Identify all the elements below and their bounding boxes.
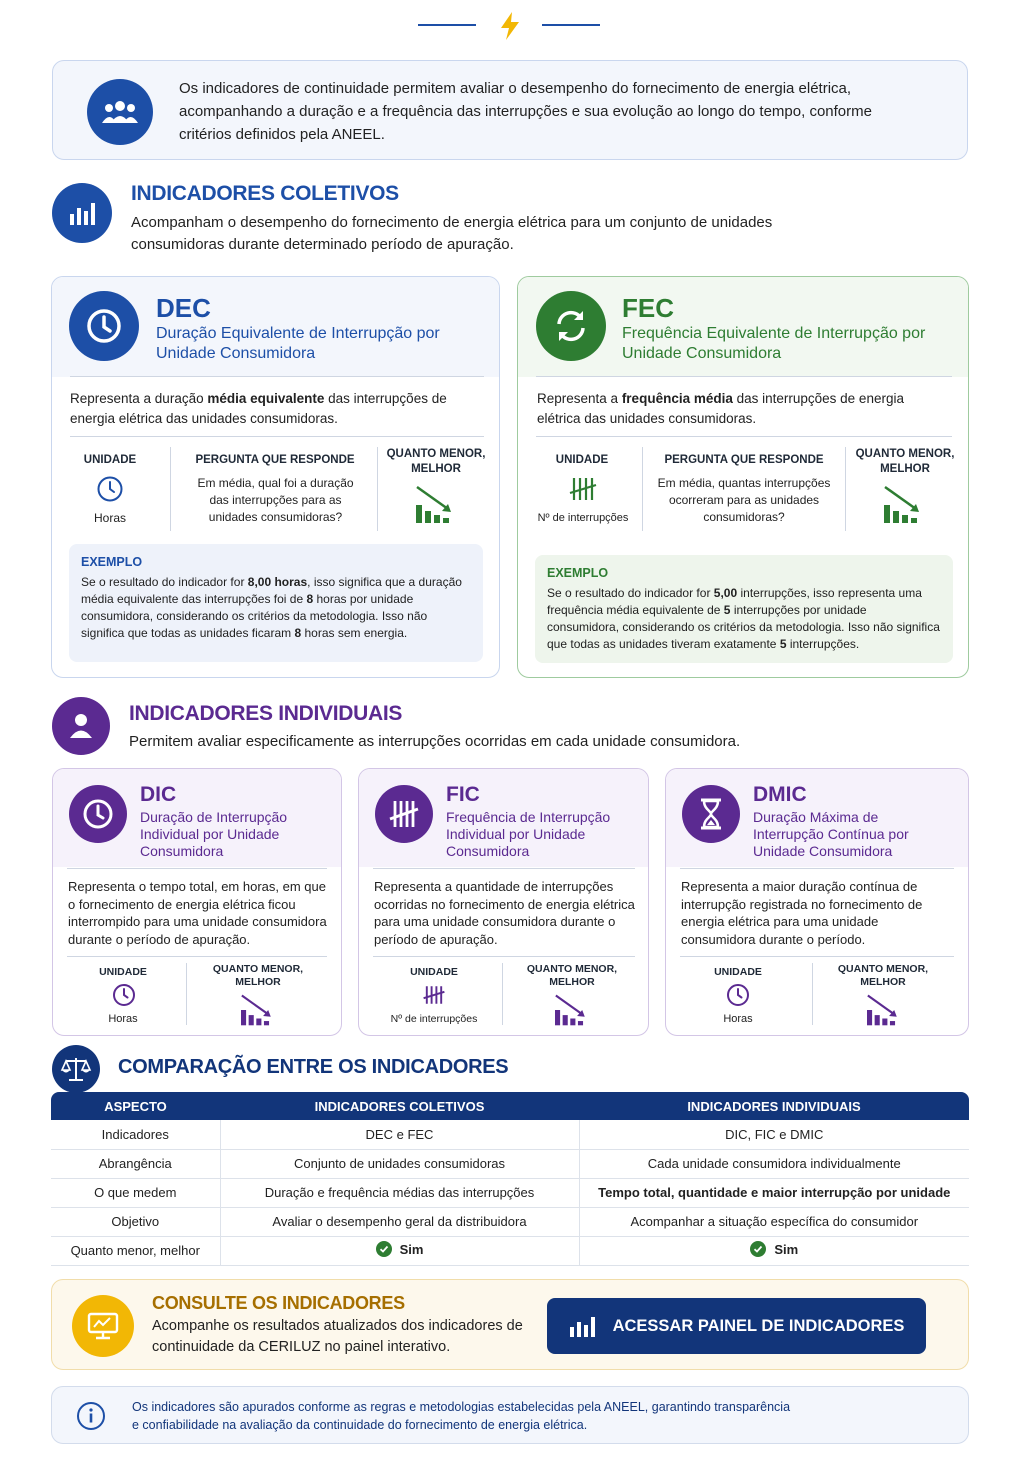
hourglass-icon (682, 785, 740, 843)
table-cell: Acompanhar a situação específica do consumidor (579, 1207, 969, 1236)
table-cell: DEC e FEC (220, 1120, 579, 1149)
access-panel-button-label: ACESSAR PAINEL DE INDICADORES (612, 1316, 905, 1335)
coletivos-title: INDICADORES COLETIVOS (131, 182, 399, 205)
tally-icon (568, 475, 598, 503)
table-cell: Indicadores (51, 1120, 220, 1149)
person-icon (52, 697, 110, 755)
tally-icon (375, 785, 433, 843)
header-decoration (418, 16, 602, 36)
dic-unit-head: UNIDADE (99, 966, 147, 978)
dic-unit-value: Horas (108, 1013, 138, 1025)
table-cell: Tempo total, quantidade e maior interrupção por unidade (579, 1178, 969, 1207)
fic-unit-value: Nº de interrupções (390, 1013, 478, 1025)
table-cell: Quanto menor, melhor (51, 1236, 220, 1265)
dmic-unit-head: UNIDADE (714, 966, 762, 978)
decreasing-chart-icon (553, 993, 591, 1027)
footer-text: Os indicadores são apurados conforme as regras e metodologias estabelecidas pela ANEEL, garantindo transparência e confiabilidade na avaliação da continuidade do fornecimento de energia elétrica. (132, 1400, 791, 1432)
bar-chart-icon (569, 1314, 595, 1338)
decreasing-chart-icon (882, 483, 926, 525)
table-cell: Sim (579, 1236, 969, 1265)
scale-icon (52, 1045, 100, 1093)
decreasing-chart-icon (239, 993, 277, 1027)
clock-icon (96, 475, 124, 503)
table-cell: Avaliar o desempenho geral da distribuidora (220, 1207, 579, 1236)
comparacao-title: COMPARAÇÃO ENTRE OS INDICADORES (118, 1056, 509, 1078)
table-cell: DIC, FIC e DMIC (579, 1120, 969, 1149)
fec-name: Frequência Equivalente de Interrupção por Unidade Consumidora (622, 325, 926, 362)
consulte-card (51, 1279, 969, 1370)
footer-note (51, 1386, 969, 1444)
table-row (51, 1207, 969, 1236)
table-cell: O que medem (51, 1178, 220, 1207)
bar-chart-icon (52, 183, 112, 243)
dec-desc: Representa a duração média equivalente das interrupções de energia elétrica das unidades consumidoras. (70, 391, 447, 426)
table-cell: Cada unidade consumidora individualmente (579, 1149, 969, 1178)
dec-question-head: PERGUNTA QUE RESPONDE (195, 454, 355, 466)
individuais-desc: Permitem avaliar especificamente as interrupções ocorridas em cada unidade consumidora. (129, 733, 741, 750)
table-row (51, 1178, 969, 1207)
coletivos-desc: Acompanham o desempenho do fornecimento de energia elétrica para um conjunto de unidades consumidoras durante determinado período de apuração. (131, 214, 773, 253)
dic-desc: Representa o tempo total, em horas, em que o fornecimento de energia elétrica ficou interrompido para uma unidade consumidora durante o período de apuração. (68, 879, 327, 947)
table-cell: Sim (220, 1236, 579, 1265)
dmic-card (665, 768, 969, 1036)
dmic-desc: Representa a maior duração contínua de interrupção registrada no fornecimento de energia elétrica para uma unidade consumidora durante o período. (681, 879, 923, 947)
table-row (51, 1236, 969, 1265)
dec-unit-head: UNIDADE (83, 454, 137, 466)
dmic-unit-value: Horas (723, 1013, 753, 1025)
dec-better-head: QUANTO MENOR, MELHOR (386, 448, 486, 475)
decreasing-chart-icon (414, 483, 458, 525)
intro-card (52, 60, 968, 160)
lightning-icon (498, 11, 522, 41)
access-panel-button[interactable] (547, 1298, 926, 1354)
dmic-better-head: QUANTO MENOR, MELHOR (837, 963, 929, 988)
dic-name: Duração de Interrupção Individual por Unidade Consumidora (140, 809, 288, 859)
dec-card (51, 276, 500, 678)
dec-question: Em média, qual foi a duração das interrupções para as unidades consumidoras? (197, 476, 354, 524)
table-cell: Abrangência (51, 1149, 220, 1178)
fec-unit-value: Nº de interrupções (537, 512, 629, 524)
dic-card (52, 768, 342, 1036)
table-cell: Duração e frequência médias das interrupções (220, 1178, 579, 1207)
dec-code: DEC (156, 293, 211, 323)
table-header: ASPECTO (51, 1092, 220, 1120)
table-row (51, 1120, 969, 1149)
fec-question: Em média, quantas interrupções ocorreram para as unidades consumidoras? (657, 476, 831, 524)
info-icon (76, 1401, 106, 1431)
clock-icon (726, 983, 750, 1007)
dashboard-monitor-icon (72, 1295, 134, 1357)
dec-name: Duração Equivalente de Interrupção por Unidade Consumidora (156, 325, 440, 362)
individuais-title: INDICADORES INDIVIDUAIS (129, 702, 403, 725)
fic-card (358, 768, 649, 1036)
table-header: INDICADORES INDIVIDUAIS (579, 1092, 969, 1120)
consulte-title: CONSULTE OS INDICADORES (152, 1293, 405, 1313)
fic-desc: Representa a quantidade de interrupções ocorridas no fornecimento de energia elétrica para uma unidade consumidora durante o período de apuração. (374, 879, 635, 947)
comparison-table (51, 1092, 969, 1266)
clock-icon (69, 291, 139, 361)
fec-unit-head: UNIDADE (555, 454, 609, 466)
table-row (51, 1149, 969, 1178)
intro-text: Os indicadores de continuidade permitem avaliar o desempenho do fornecimento de energia elétrica, acompanhando a duração e a frequência das interrupções e sua evolução ao longo do tempo, conforme critérios definidos pela ANEEL. (179, 80, 872, 143)
clock-icon (69, 785, 127, 843)
tally-icon (422, 983, 446, 1007)
fic-unit-head: UNIDADE (410, 966, 458, 978)
dmic-code: DMIC (753, 783, 807, 806)
check-circle-icon (750, 1241, 766, 1257)
decreasing-chart-icon (865, 993, 903, 1027)
dec-unit-value: Horas (93, 511, 126, 525)
fec-example: EXEMPLO Se o resultado do indicador for 5,00 interrupções, isso representa uma frequência média equivalente de 5 interrupções por unidade consumidora, considerando os critérios da metodologia. Isso não significa que todas as unidades tiveram exatamente 5 interrupções. (535, 555, 953, 663)
fec-desc: Representa a frequência média das interrupções de energia elétrica das unidades consumidoras. (537, 391, 904, 426)
dic-better-head: QUANTO MENOR, MELHOR (212, 963, 304, 988)
fic-better-head: QUANTO MENOR, MELHOR (526, 963, 618, 988)
table-header: INDICADORES COLETIVOS (220, 1092, 579, 1120)
fec-code: FEC (622, 293, 674, 323)
fic-name: Frequência de Interrupção Individual por Unidade Consumidora (446, 809, 611, 859)
table-cell: Conjunto de unidades consumidoras (220, 1149, 579, 1178)
check-circle-icon (376, 1241, 392, 1257)
dmic-name: Duração Máxima de Interrupção Contínua por Unidade Consumidora (753, 809, 909, 859)
clock-icon (112, 983, 136, 1007)
fec-card (517, 276, 969, 678)
dec-example: EXEMPLO Se o resultado do indicador for 8,00 horas, isso significa que a duração média equivalente das interrupções foi de 8 horas por unidade consumidora, considerando os critérios da metodologia. Isso não significa que todas as unidades ficaram 8 horas sem energia. (69, 544, 483, 662)
refresh-icon (536, 291, 606, 361)
fec-better-head: QUANTO MENOR, MELHOR (855, 448, 955, 475)
table-cell: Objetivo (51, 1207, 220, 1236)
consulte-desc: Acompanhe os resultados atualizados dos indicadores de continuidade da CERILUZ no painel interativo. (152, 1318, 523, 1355)
fic-code: FIC (446, 783, 480, 806)
fec-question-head: PERGUNTA QUE RESPONDE (664, 454, 824, 466)
dic-code: DIC (140, 783, 177, 806)
people-icon (87, 79, 153, 145)
